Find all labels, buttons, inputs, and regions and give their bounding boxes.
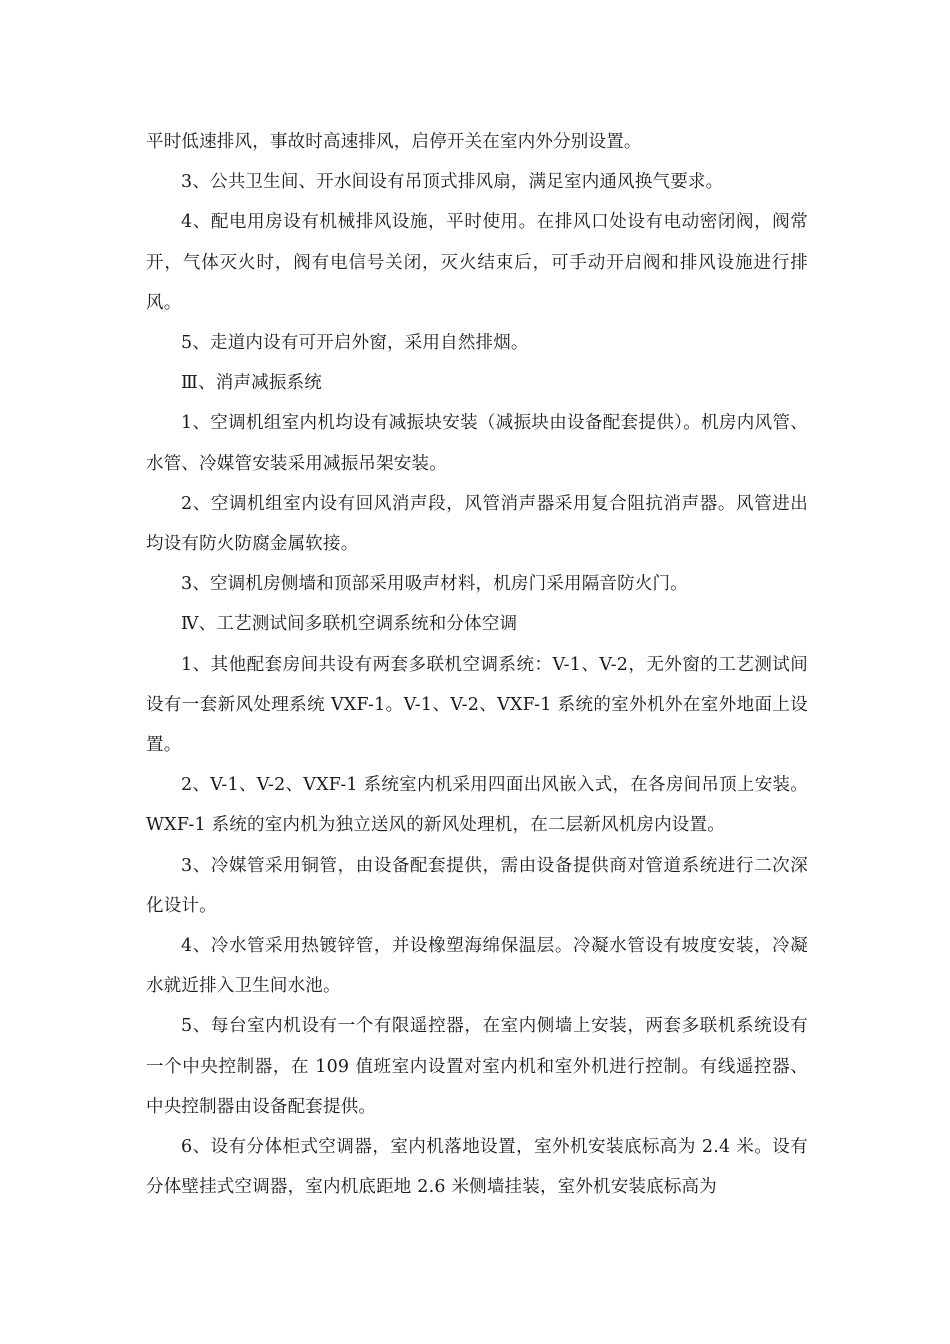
paragraph-vrf-item-5: 5、每台室内机设有一个有限遥控器，在室内侧墙上安装，两套多联机系统设有一个中央控制器，在 109 值班室内设置对室内机和室外机进行控制。有线遥控器、中央控制器由设备配套提供。 [146, 1016, 808, 1117]
paragraph-vrf-item-2: 2、V-1、V-2、VXF-1 系统室内机采用四面出风嵌入式，在各房间吊顶上安装。WXF-1 系统的室内机为独立送风的新风处理机，在二层新风机房内设置。 [146, 775, 808, 836]
paragraph-item-5-corridor-smoke: 5、走道内设有可开启外窗，采用自然排烟。 [181, 333, 529, 354]
body-text [146, 122, 808, 1207]
paragraph-vrf-item-6: 6、设有分体柜式空调器，室内机落地设置，室外机安装底标高为 2.4 米。设有分体壁挂式空调器，室内机底距地 2.6 米侧墙挂装，室外机安装底标高为 [146, 1137, 808, 1198]
paragraph-vrf-item-3: 3、冷媒管采用铜管，由设备配套提供，需由设备提供商对管道系统进行二次深化设计。 [146, 855, 808, 916]
paragraph-continuation: 平时低速排风，事故时高速排风，启停开关在室内外分别设置。 [146, 132, 642, 152]
paragraph-noise-item-3: 3、空调机房侧墙和顶部采用吸声材料，机房门采用隔音防火门。 [181, 574, 688, 595]
paragraph-noise-item-1: 1、空调机组室内机均设有减振块安装（减振块由设备配套提供）。机房内风管、水管、冷媒管安装采用减振吊架安装。 [146, 413, 808, 474]
paragraph-vrf-item-4: 4、冷水管采用热镀锌管，并设橡塑海绵保温层。冷凝水管设有坡度安装，冷凝水就近排入卫生间水池。 [146, 936, 808, 997]
paragraph-vrf-item-1: 1、其他配套房间共设有两套多联机空调系统：V-1、V-2，无外窗的工艺测试间设有一套新风处理系统 VXF-1。V-1、V-2、VXF-1 系统的室外机外在室外地面上设置。 [146, 654, 808, 756]
paragraph-item-3-restroom-exhaust: 3、公共卫生间、开水间设有吊顶式排风扇，满足室内通风换气要求。 [181, 172, 724, 193]
paragraph-item-4-power-room-exhaust: 4、配电用房设有机械排风设施，平时使用。在排风口处设有电动密闭阀，阀常开，气体灭火时，阀有电信号关闭，灭火结束后，可手动开启阀和排风设施进行排风。 [146, 212, 808, 313]
section-heading-3-noise-vibration: Ⅲ、消声减振系统 [181, 373, 322, 394]
paragraph-noise-item-2: 2、空调机组室内设有回风消声段，风管消声器采用复合阻抗消声器。风管进出均设有防火防腐金属软接。 [146, 493, 808, 555]
section-heading-4-vrf-split: Ⅳ、工艺测试间多联机空调系统和分体空调 [181, 614, 518, 635]
